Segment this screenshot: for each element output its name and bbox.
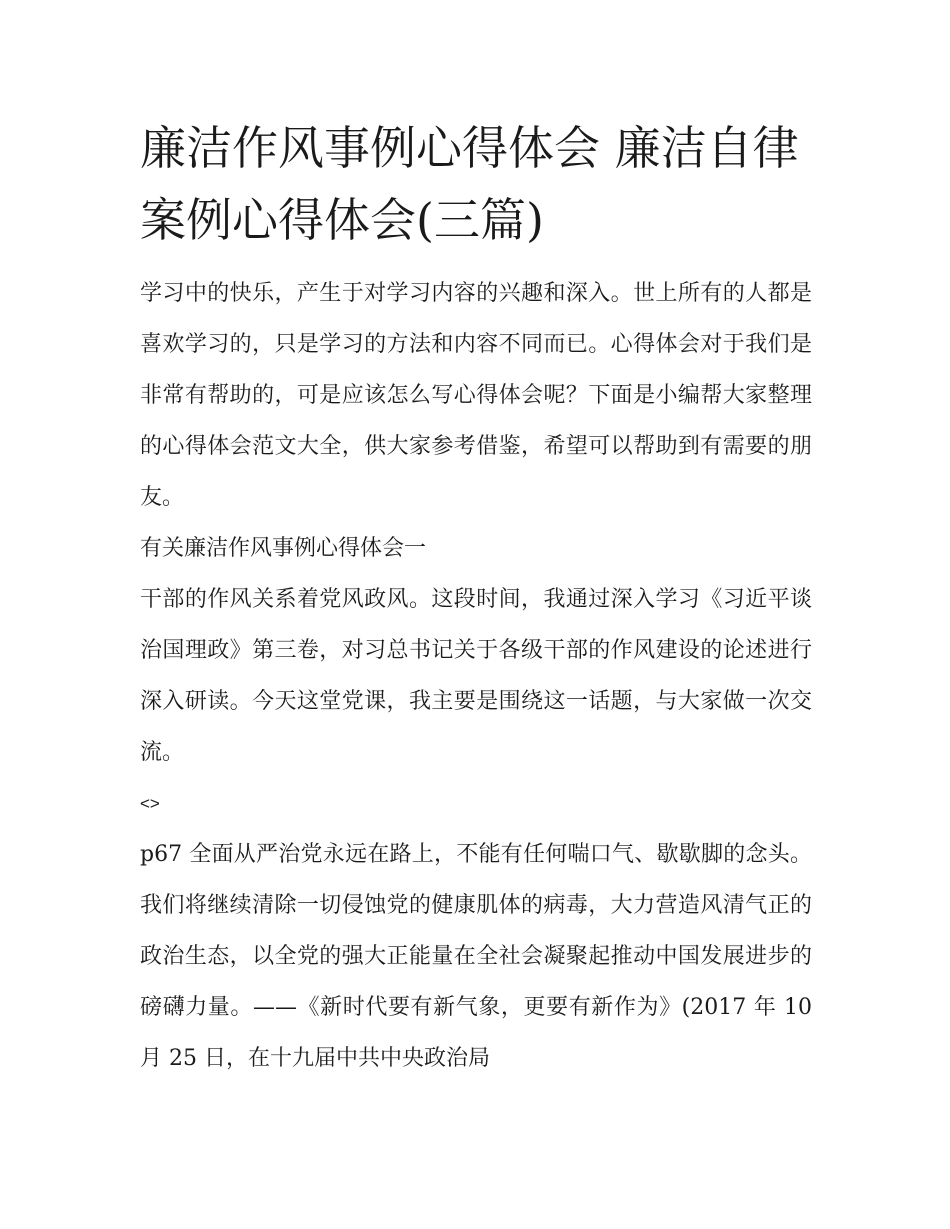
document-title: 廉洁作风事例心得体会 廉洁自律案例心得体会(三篇) bbox=[140, 121, 799, 247]
section-heading: 有关廉洁作风事例心得体会一 bbox=[140, 536, 427, 561]
body-paragraph: 干部的作风关系着党风政风。这段时间，我通过深入学习《习近平谈治国理政》第三卷，对习总书记关于各级干部的作风建设的论述进行深入研读。今天这堂党课，我主要是围绕这一话题，与大家做一次交流。 bbox=[140, 587, 812, 765]
quote-paragraph: p67 全面从严治党永远在路上，不能有任何喘口气、歇歇脚的念头。我们将继续清除一切侵蚀党的健康肌体的病毒，大力营造风清气正的政治生态，以全党的强大正能量在全社会凝聚起推动中国发展进步的磅礴力量。——《新时代要有新气象，更要有新作为》(2017 年 10 月 25 日，在十九届中共中央政治局 bbox=[140, 842, 812, 1071]
document-body bbox=[140, 268, 812, 1084]
placeholder-marker: <> bbox=[140, 794, 160, 813]
intro-paragraph: 学习中的快乐，产生于对学习内容的兴趣和深入。世上所有的人都是喜欢学习的，只是学习的方法和内容不同而已。心得体会对于我们是非常有帮助的，可是应该怎么写心得体会呢？下面是小编帮大家整理的心得体会范文大全，供大家参考借鉴，希望可以帮助到有需要的朋友。 bbox=[140, 281, 812, 510]
document-page bbox=[140, 112, 812, 1084]
